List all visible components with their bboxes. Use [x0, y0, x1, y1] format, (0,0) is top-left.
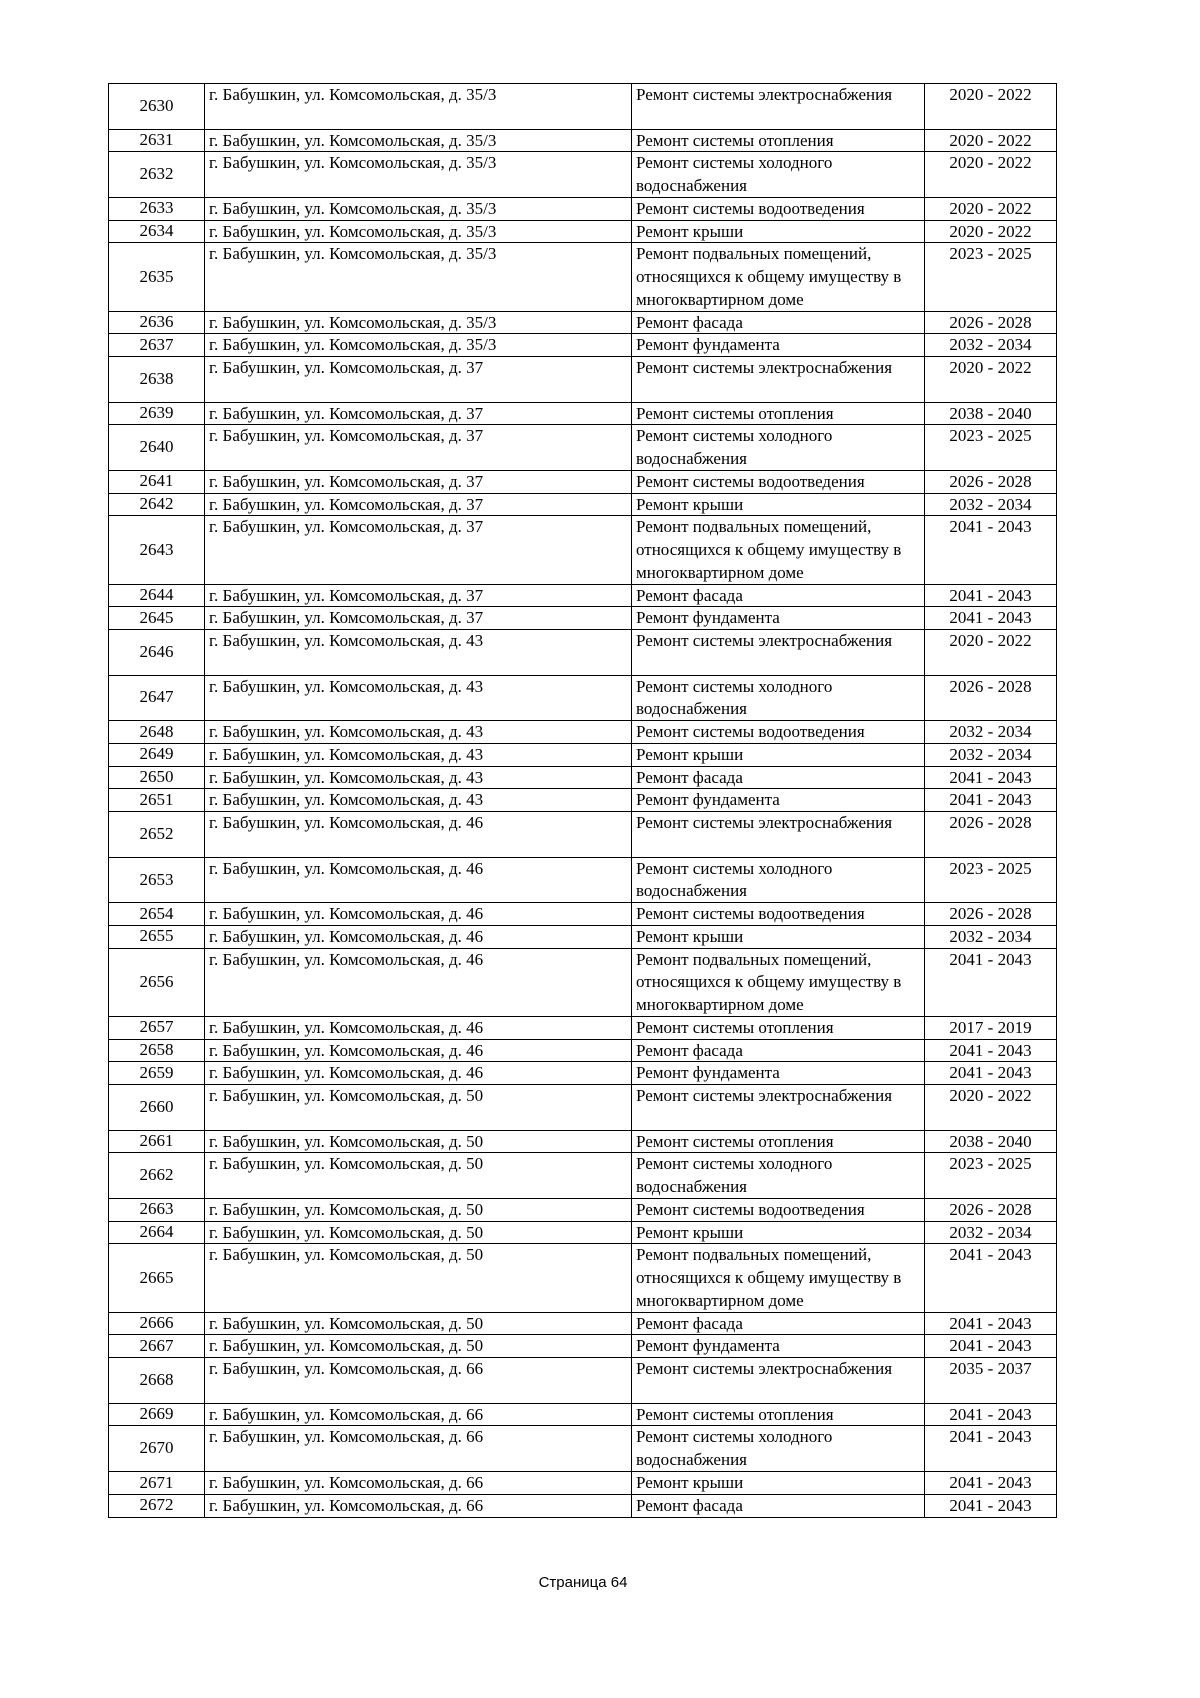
address-cell: г. Бабушкин, ул. Комсомольская, д. 43 [205, 630, 632, 675]
years-cell: 2041 - 2043 [925, 789, 1057, 811]
years-cell: 2041 - 2043 [925, 585, 1057, 607]
work-type-cell: Ремонт подвальных помещений, относящихся к общему имуществу в многоквартирном доме [632, 1244, 925, 1311]
row-number: 2645 [109, 607, 205, 629]
row-number: 2661 [109, 1131, 205, 1153]
address-cell: г. Бабушкин, ул. Комсомольская, д. 46 [205, 926, 632, 948]
row-number: 2653 [109, 858, 205, 903]
row-number: 2649 [109, 744, 205, 766]
years-cell: 2041 - 2043 [925, 1495, 1057, 1517]
address-cell: г. Бабушкин, ул. Комсомольская, д. 50 [205, 1153, 632, 1198]
years-cell: 2026 - 2028 [925, 471, 1057, 493]
row-number: 2644 [109, 585, 205, 607]
address-cell: г. Бабушкин, ул. Комсомольская, д. 37 [205, 357, 632, 402]
work-type-cell: Ремонт системы холодного водоснабжения [632, 1426, 925, 1471]
years-cell: 2038 - 2040 [925, 1131, 1057, 1153]
row-number: 2665 [109, 1244, 205, 1311]
table-row [109, 949, 1057, 1017]
table-row [109, 1222, 1057, 1245]
table-row [109, 1153, 1057, 1199]
table-row [109, 312, 1057, 335]
table-row [109, 1244, 1057, 1312]
table-row [109, 721, 1057, 744]
years-cell: 2035 - 2037 [925, 1358, 1057, 1403]
address-cell: г. Бабушкин, ул. Комсомольская, д. 50 [205, 1335, 632, 1357]
address-cell: г. Бабушкин, ул. Комсомольская, д. 37 [205, 471, 632, 493]
row-number: 2656 [109, 949, 205, 1016]
row-number: 2650 [109, 767, 205, 789]
address-cell: г. Бабушкин, ул. Комсомольская, д. 35/3 [205, 152, 632, 197]
row-number: 2638 [109, 357, 205, 402]
table-row [109, 425, 1057, 471]
years-cell: 2026 - 2028 [925, 903, 1057, 925]
years-cell: 2020 - 2022 [925, 357, 1057, 402]
work-type-cell: Ремонт системы водоотведения [632, 1199, 925, 1221]
years-cell: 2041 - 2043 [925, 1313, 1057, 1335]
work-type-cell: Ремонт крыши [632, 744, 925, 766]
table-row [109, 858, 1057, 904]
row-number: 2672 [109, 1495, 205, 1517]
years-cell: 2020 - 2022 [925, 130, 1057, 152]
row-number: 2640 [109, 425, 205, 470]
years-cell: 2041 - 2043 [925, 767, 1057, 789]
address-cell: г. Бабушкин, ул. Комсомольская, д. 46 [205, 903, 632, 925]
table-row [109, 744, 1057, 767]
table-row [109, 767, 1057, 790]
years-cell: 2032 - 2034 [925, 744, 1057, 766]
row-number: 2632 [109, 152, 205, 197]
years-cell: 2020 - 2022 [925, 198, 1057, 220]
years-cell: 2020 - 2022 [925, 221, 1057, 243]
row-number: 2635 [109, 243, 205, 310]
address-cell: г. Бабушкин, ул. Комсомольская, д. 43 [205, 789, 632, 811]
work-type-cell: Ремонт фасада [632, 312, 925, 334]
years-cell: 2023 - 2025 [925, 243, 1057, 310]
years-cell: 2041 - 2043 [925, 1335, 1057, 1357]
work-type-cell: Ремонт фасада [632, 1495, 925, 1517]
address-cell: г. Бабушкин, ул. Комсомольская, д. 50 [205, 1199, 632, 1221]
table-row [109, 812, 1057, 858]
row-number: 2634 [109, 221, 205, 243]
years-cell: 2020 - 2022 [925, 152, 1057, 197]
work-type-cell: Ремонт системы отопления [632, 1017, 925, 1039]
years-cell: 2017 - 2019 [925, 1017, 1057, 1039]
address-cell: г. Бабушкин, ул. Комсомольская, д. 46 [205, 1062, 632, 1084]
row-number: 2670 [109, 1426, 205, 1471]
years-cell: 2026 - 2028 [925, 812, 1057, 857]
address-cell: г. Бабушкин, ул. Комсомольская, д. 37 [205, 585, 632, 607]
row-number: 2664 [109, 1222, 205, 1244]
table-row [109, 494, 1057, 517]
table-row [109, 903, 1057, 926]
table-row [109, 676, 1057, 722]
work-type-cell: Ремонт крыши [632, 1472, 925, 1494]
table-row [109, 926, 1057, 949]
work-type-cell: Ремонт фасада [632, 767, 925, 789]
row-number: 2646 [109, 630, 205, 675]
address-cell: г. Бабушкин, ул. Комсомольская, д. 50 [205, 1222, 632, 1244]
years-cell: 2020 - 2022 [925, 630, 1057, 675]
table-row [109, 630, 1057, 676]
years-cell: 2032 - 2034 [925, 721, 1057, 743]
table-row [109, 84, 1057, 130]
years-cell: 2041 - 2043 [925, 1244, 1057, 1311]
work-type-cell: Ремонт системы электроснабжения [632, 357, 925, 402]
address-cell: г. Бабушкин, ул. Комсомольская, д. 66 [205, 1495, 632, 1517]
table-row [109, 243, 1057, 311]
years-cell: 2041 - 2043 [925, 1062, 1057, 1084]
table-row [109, 130, 1057, 153]
years-cell: 2032 - 2034 [925, 1222, 1057, 1244]
row-number: 2657 [109, 1017, 205, 1039]
table-row [109, 471, 1057, 494]
page-number: Страница 64 [538, 1574, 628, 1591]
row-number: 2658 [109, 1040, 205, 1062]
address-cell: г. Бабушкин, ул. Комсомольская, д. 35/3 [205, 130, 632, 152]
row-number: 2636 [109, 312, 205, 334]
years-cell: 2041 - 2043 [925, 1472, 1057, 1494]
row-number: 2671 [109, 1472, 205, 1494]
work-type-cell: Ремонт системы водоотведения [632, 721, 925, 743]
address-cell: г. Бабушкин, ул. Комсомольская, д. 37 [205, 516, 632, 583]
address-cell: г. Бабушкин, ул. Комсомольская, д. 37 [205, 607, 632, 629]
row-number: 2631 [109, 130, 205, 152]
work-type-cell: Ремонт системы холодного водоснабжения [632, 676, 925, 721]
row-number: 2660 [109, 1085, 205, 1130]
row-number: 2633 [109, 198, 205, 220]
row-number: 2648 [109, 721, 205, 743]
work-type-cell: Ремонт системы отопления [632, 1404, 925, 1426]
table-row [109, 1404, 1057, 1427]
row-number: 2643 [109, 516, 205, 583]
address-cell: г. Бабушкин, ул. Комсомольская, д. 35/3 [205, 312, 632, 334]
address-cell: г. Бабушкин, ул. Комсомольская, д. 50 [205, 1085, 632, 1130]
years-cell: 2020 - 2022 [925, 84, 1057, 129]
table-row [109, 221, 1057, 244]
table-row [109, 1335, 1057, 1358]
years-cell: 2023 - 2025 [925, 1153, 1057, 1198]
table-row [109, 607, 1057, 630]
table-row [109, 1426, 1057, 1472]
address-cell: г. Бабушкин, ул. Комсомольская, д. 43 [205, 744, 632, 766]
work-type-cell: Ремонт системы электроснабжения [632, 812, 925, 857]
years-cell: 2041 - 2043 [925, 1426, 1057, 1471]
table-row [109, 585, 1057, 608]
work-type-cell: Ремонт фундамента [632, 789, 925, 811]
table-row [109, 516, 1057, 584]
address-cell: г. Бабушкин, ул. Комсомольская, д. 37 [205, 425, 632, 470]
work-type-cell: Ремонт фасада [632, 1313, 925, 1335]
address-cell: г. Бабушкин, ул. Комсомольская, д. 50 [205, 1244, 632, 1311]
table-row [109, 403, 1057, 426]
work-type-cell: Ремонт подвальных помещений, относящихся к общему имуществу в многоквартирном доме [632, 243, 925, 310]
row-number: 2659 [109, 1062, 205, 1084]
address-cell: г. Бабушкин, ул. Комсомольская, д. 46 [205, 812, 632, 857]
address-cell: г. Бабушкин, ул. Комсомольская, д. 66 [205, 1472, 632, 1494]
work-type-cell: Ремонт системы электроснабжения [632, 84, 925, 129]
address-cell: г. Бабушкин, ул. Комсомольская, д. 50 [205, 1313, 632, 1335]
years-cell: 2032 - 2034 [925, 494, 1057, 516]
work-type-cell: Ремонт системы водоотведения [632, 471, 925, 493]
years-cell: 2041 - 2043 [925, 516, 1057, 583]
row-number: 2637 [109, 334, 205, 356]
table-row [109, 1131, 1057, 1154]
table-row [109, 1358, 1057, 1404]
years-cell: 2023 - 2025 [925, 425, 1057, 470]
work-type-cell: Ремонт системы водоотведения [632, 198, 925, 220]
work-type-cell: Ремонт фундамента [632, 1062, 925, 1084]
table-row [109, 1040, 1057, 1063]
address-cell: г. Бабушкин, ул. Комсомольская, д. 43 [205, 721, 632, 743]
address-cell: г. Бабушкин, ул. Комсомольская, д. 66 [205, 1426, 632, 1471]
table-row [109, 789, 1057, 812]
work-type-cell: Ремонт системы электроснабжения [632, 630, 925, 675]
work-type-cell: Ремонт системы электроснабжения [632, 1358, 925, 1403]
years-cell: 2026 - 2028 [925, 676, 1057, 721]
years-cell: 2032 - 2034 [925, 334, 1057, 356]
repair-schedule-table [108, 83, 1057, 1518]
work-type-cell: Ремонт крыши [632, 1222, 925, 1244]
work-type-cell: Ремонт системы холодного водоснабжения [632, 152, 925, 197]
work-type-cell: Ремонт фундамента [632, 1335, 925, 1357]
work-type-cell: Ремонт системы отопления [632, 403, 925, 425]
years-cell: 2041 - 2043 [925, 1040, 1057, 1062]
work-type-cell: Ремонт фасада [632, 1040, 925, 1062]
address-cell: г. Бабушкин, ул. Комсомольская, д. 35/3 [205, 243, 632, 310]
years-cell: 2041 - 2043 [925, 607, 1057, 629]
years-cell: 2023 - 2025 [925, 858, 1057, 903]
address-cell: г. Бабушкин, ул. Комсомольская, д. 37 [205, 494, 632, 516]
row-number: 2666 [109, 1313, 205, 1335]
years-cell: 2038 - 2040 [925, 403, 1057, 425]
row-number: 2667 [109, 1335, 205, 1357]
row-number: 2663 [109, 1199, 205, 1221]
row-number: 2652 [109, 812, 205, 857]
work-type-cell: Ремонт системы холодного водоснабжения [632, 425, 925, 470]
work-type-cell: Ремонт системы холодного водоснабжения [632, 858, 925, 903]
address-cell: г. Бабушкин, ул. Комсомольская, д. 35/3 [205, 84, 632, 129]
work-type-cell: Ремонт системы водоотведения [632, 903, 925, 925]
work-type-cell: Ремонт фундамента [632, 607, 925, 629]
address-cell: г. Бабушкин, ул. Комсомольская, д. 35/3 [205, 334, 632, 356]
table-row [109, 198, 1057, 221]
years-cell: 2026 - 2028 [925, 312, 1057, 334]
address-cell: г. Бабушкин, ул. Комсомольская, д. 37 [205, 403, 632, 425]
table-row [109, 1495, 1057, 1518]
years-cell: 2020 - 2022 [925, 1085, 1057, 1130]
row-number: 2651 [109, 789, 205, 811]
work-type-cell: Ремонт фасада [632, 585, 925, 607]
years-cell: 2041 - 2043 [925, 949, 1057, 1016]
work-type-cell: Ремонт системы отопления [632, 1131, 925, 1153]
address-cell: г. Бабушкин, ул. Комсомольская, д. 46 [205, 858, 632, 903]
work-type-cell: Ремонт системы электроснабжения [632, 1085, 925, 1130]
table-row [109, 1199, 1057, 1222]
row-number: 2641 [109, 471, 205, 493]
work-type-cell: Ремонт подвальных помещений, относящихся к общему имуществу в многоквартирном доме [632, 949, 925, 1016]
address-cell: г. Бабушкин, ул. Комсомольская, д. 50 [205, 1131, 632, 1153]
address-cell: г. Бабушкин, ул. Комсомольская, д. 46 [205, 1040, 632, 1062]
table-row [109, 357, 1057, 403]
work-type-cell: Ремонт системы холодного водоснабжения [632, 1153, 925, 1198]
years-cell: 2041 - 2043 [925, 1404, 1057, 1426]
row-number: 2647 [109, 676, 205, 721]
row-number: 2642 [109, 494, 205, 516]
row-number: 2668 [109, 1358, 205, 1403]
table-row [109, 1017, 1057, 1040]
table-row [109, 152, 1057, 198]
address-cell: г. Бабушкин, ул. Комсомольская, д. 43 [205, 676, 632, 721]
address-cell: г. Бабушкин, ул. Комсомольская, д. 66 [205, 1358, 632, 1403]
table-row [109, 1062, 1057, 1085]
work-type-cell: Ремонт фундамента [632, 334, 925, 356]
address-cell: г. Бабушкин, ул. Комсомольская, д. 35/3 [205, 198, 632, 220]
row-number: 2662 [109, 1153, 205, 1198]
row-number: 2655 [109, 926, 205, 948]
work-type-cell: Ремонт крыши [632, 926, 925, 948]
row-number: 2654 [109, 903, 205, 925]
table-row [109, 1472, 1057, 1495]
row-number: 2639 [109, 403, 205, 425]
row-number: 2630 [109, 84, 205, 129]
table-row [109, 1313, 1057, 1336]
address-cell: г. Бабушкин, ул. Комсомольская, д. 43 [205, 767, 632, 789]
work-type-cell: Ремонт системы отопления [632, 130, 925, 152]
address-cell: г. Бабушкин, ул. Комсомольская, д. 66 [205, 1404, 632, 1426]
years-cell: 2032 - 2034 [925, 926, 1057, 948]
work-type-cell: Ремонт крыши [632, 494, 925, 516]
address-cell: г. Бабушкин, ул. Комсомольская, д. 35/3 [205, 221, 632, 243]
address-cell: г. Бабушкин, ул. Комсомольская, д. 46 [205, 949, 632, 1016]
years-cell: 2026 - 2028 [925, 1199, 1057, 1221]
work-type-cell: Ремонт подвальных помещений, относящихся к общему имуществу в многоквартирном доме [632, 516, 925, 583]
work-type-cell: Ремонт крыши [632, 221, 925, 243]
row-number: 2669 [109, 1404, 205, 1426]
address-cell: г. Бабушкин, ул. Комсомольская, д. 46 [205, 1017, 632, 1039]
table-row [109, 1085, 1057, 1131]
table-row [109, 334, 1057, 357]
